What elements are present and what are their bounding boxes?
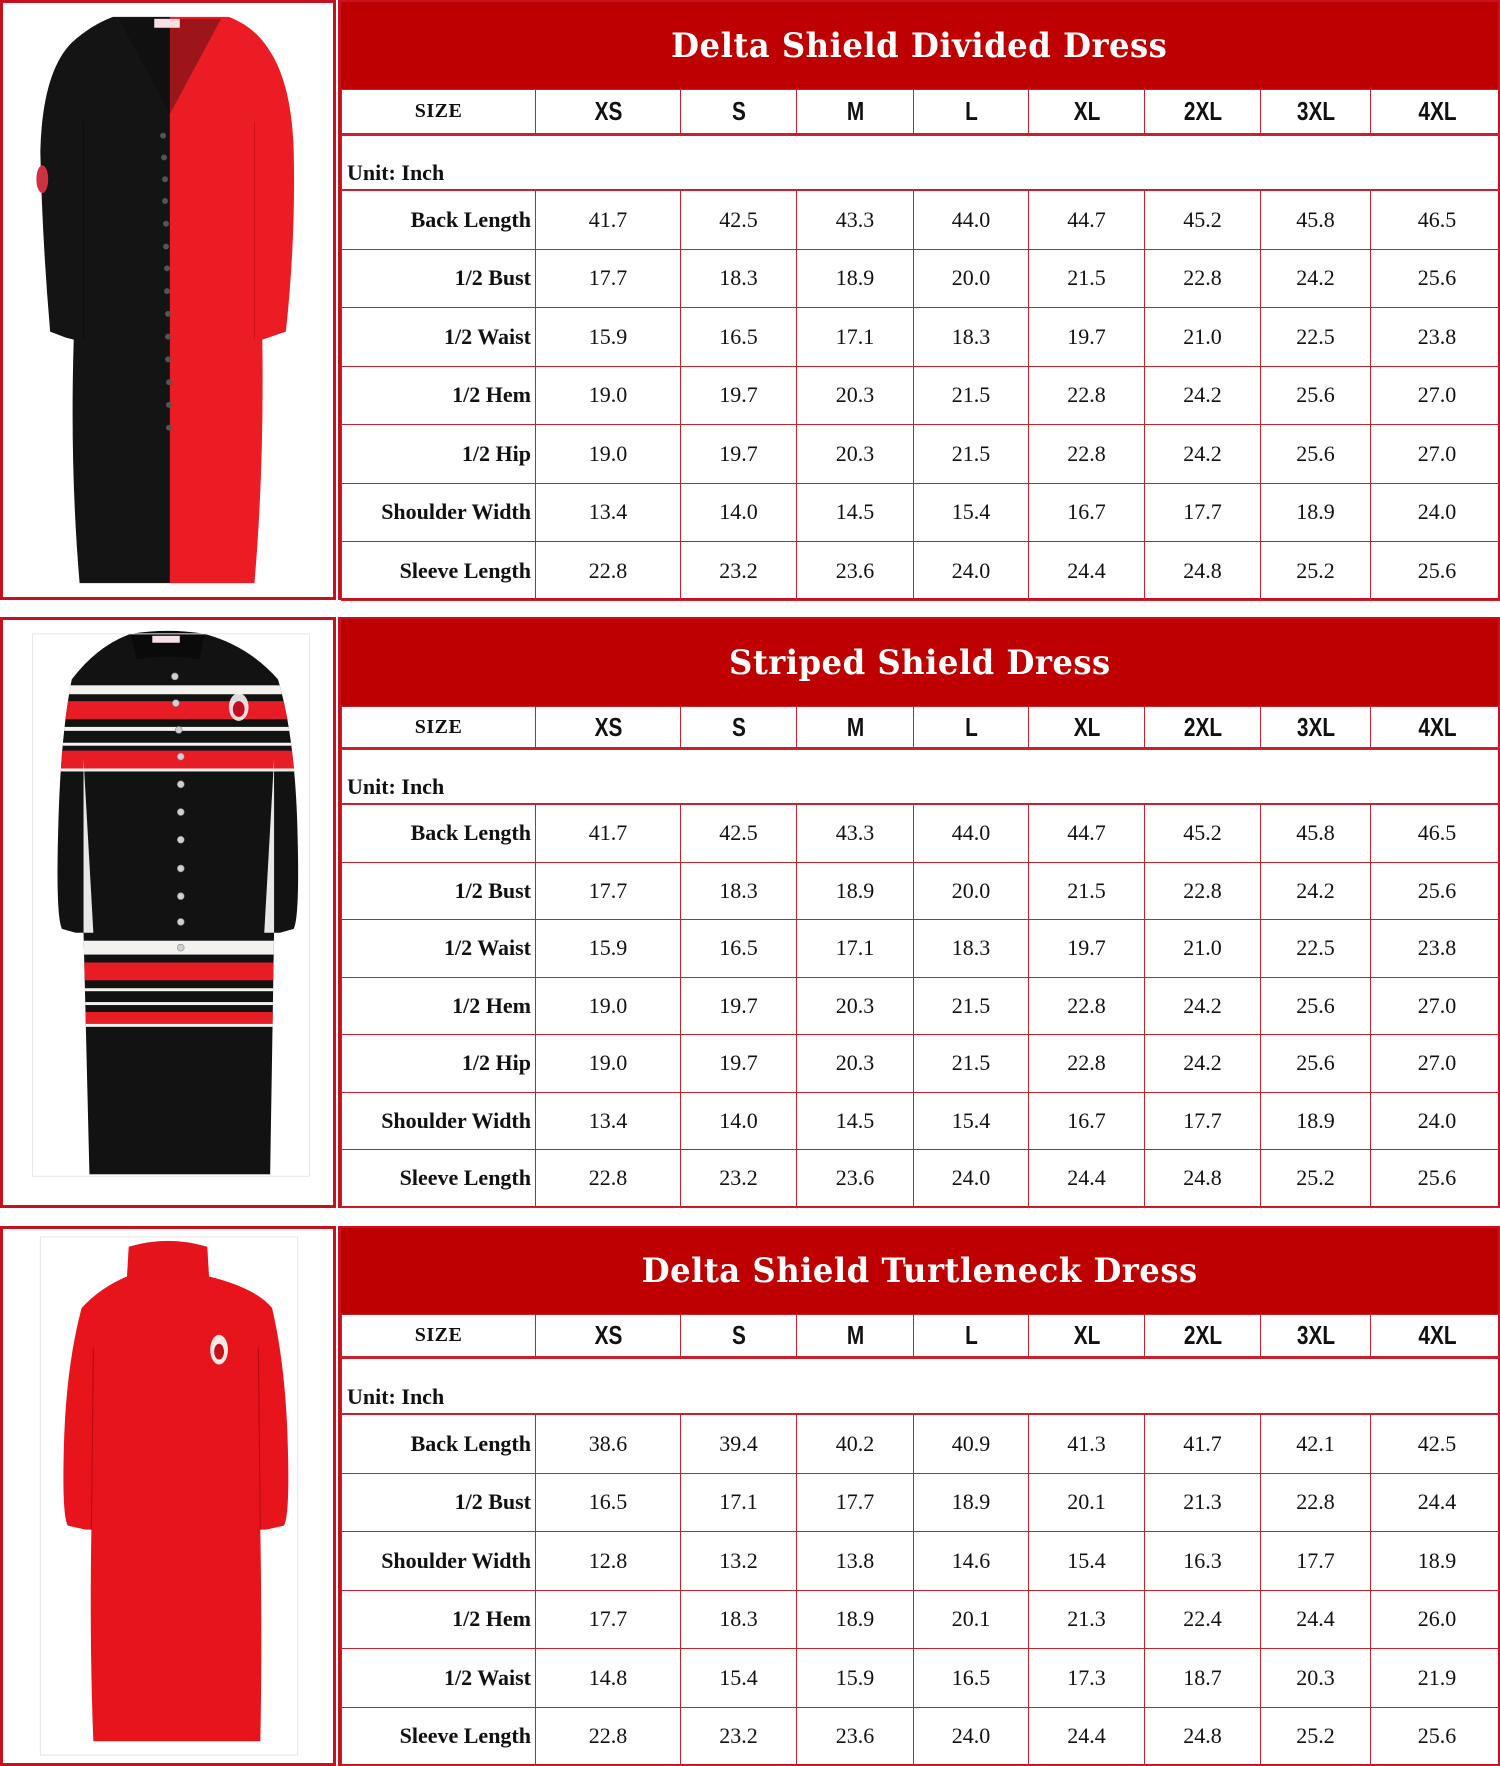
measurement-value: 25.2 (1261, 1150, 1371, 1208)
product-title: Delta Shield Turtleneck Dress (641, 1251, 1198, 1291)
measurement-value: 15.9 (536, 920, 681, 978)
measurement-value: 41.7 (536, 191, 681, 250)
measurement-row (342, 1415, 1500, 1474)
measurement-value: 21.3 (1145, 1473, 1261, 1532)
measurement-label: 1/2 Bust (342, 862, 536, 920)
measurement-value: 18.9 (797, 1590, 914, 1649)
measurement-value: 39.4 (681, 1415, 797, 1474)
measurement-label: 1/2 Hem (342, 366, 536, 425)
measurement-value: 17.3 (1029, 1649, 1145, 1708)
measurement-value: 27.0 (1371, 366, 1500, 425)
size-3xl: 3XL (1272, 90, 1360, 135)
unit-row (342, 749, 1500, 804)
measurement-value: 25.6 (1371, 862, 1500, 920)
size-m: M (808, 1315, 902, 1358)
measurement-value: 18.3 (681, 1590, 797, 1649)
measurement-value: 21.5 (1029, 862, 1145, 920)
measurement-value: 24.4 (1029, 1150, 1145, 1208)
measurement-value: 23.6 (797, 1150, 914, 1208)
measurement-value: 17.7 (536, 249, 681, 308)
measurement-value: 13.2 (681, 1532, 797, 1591)
measurement-label: 1/2 Hip (342, 425, 536, 484)
measurement-label: Back Length (342, 1415, 536, 1474)
measurement-row (342, 308, 1500, 367)
measurement-value: 18.3 (681, 862, 797, 920)
measurement-value: 24.2 (1145, 977, 1261, 1035)
measurement-value: 21.0 (1145, 308, 1261, 367)
size-table (341, 1314, 1500, 1414)
measurement-value: 14.5 (797, 1092, 914, 1150)
measurement-value: 24.0 (1371, 1092, 1500, 1150)
measurement-row (342, 366, 1500, 425)
measurement-value: 19.7 (1029, 920, 1145, 978)
measurement-value: 24.0 (914, 1150, 1029, 1208)
measurement-table (341, 190, 1500, 601)
measurement-value: 18.9 (797, 862, 914, 920)
measurement-value: 22.8 (1029, 1035, 1145, 1093)
measurement-value: 16.5 (914, 1649, 1029, 1708)
measurement-value: 27.0 (1371, 1035, 1500, 1093)
measurement-value: 21.5 (914, 366, 1029, 425)
measurement-value: 13.4 (536, 1092, 681, 1150)
measurement-value: 23.8 (1371, 920, 1500, 978)
measurement-value: 17.1 (797, 920, 914, 978)
measurement-value: 25.6 (1261, 1035, 1371, 1093)
size-header-row (342, 1315, 1500, 1358)
size-l: L (925, 1315, 1017, 1358)
measurement-value: 25.6 (1261, 977, 1371, 1035)
measurement-value: 14.0 (681, 1092, 797, 1150)
measurement-value: 24.2 (1261, 249, 1371, 308)
measurement-value: 17.7 (1261, 1532, 1371, 1591)
measurement-value: 13.8 (797, 1532, 914, 1591)
measurement-value: 40.2 (797, 1415, 914, 1474)
measurement-value: 24.8 (1145, 1150, 1261, 1208)
unit-row (342, 135, 1500, 190)
measurement-value: 21.5 (914, 425, 1029, 484)
measurement-value: 15.9 (536, 308, 681, 367)
measurement-value: 13.4 (536, 483, 681, 542)
measurement-value: 16.3 (1145, 1532, 1261, 1591)
measurement-value: 25.6 (1371, 542, 1500, 601)
measurement-row (342, 805, 1500, 863)
measurement-value: 18.9 (1371, 1532, 1500, 1591)
size-label: SIZE (342, 1315, 536, 1358)
measurement-value: 22.8 (1145, 249, 1261, 308)
size-2xl: 2XL (1156, 1315, 1249, 1358)
product-title-bar (341, 2, 1498, 89)
size-table (341, 706, 1500, 804)
measurement-value: 44.0 (914, 805, 1029, 863)
dress-illustration-icon (3, 620, 333, 1205)
measurement-value: 20.1 (914, 1590, 1029, 1649)
measurement-value: 20.0 (914, 862, 1029, 920)
measurement-value: 24.2 (1261, 862, 1371, 920)
measurement-value: 27.0 (1371, 977, 1500, 1035)
measurement-value: 16.7 (1029, 1092, 1145, 1150)
measurement-value: 21.0 (1145, 920, 1261, 978)
measurement-label: 1/2 Waist (342, 308, 536, 367)
measurement-value: 19.0 (536, 366, 681, 425)
size-header-row (342, 90, 1500, 135)
measurement-value: 22.5 (1261, 308, 1371, 367)
measurement-value: 25.2 (1261, 1707, 1371, 1766)
measurement-value: 44.0 (914, 191, 1029, 250)
measurement-value: 14.5 (797, 483, 914, 542)
measurement-label: 1/2 Bust (342, 249, 536, 308)
size-s: S (692, 1315, 785, 1358)
measurement-value: 23.2 (681, 1150, 797, 1208)
measurement-value: 25.6 (1261, 425, 1371, 484)
measurement-label: 1/2 Hip (342, 1035, 536, 1093)
measurement-value: 15.9 (797, 1649, 914, 1708)
divided-dress-image (0, 0, 336, 600)
measurement-value: 14.0 (681, 483, 797, 542)
size-l: L (925, 90, 1017, 135)
unit-label: Unit: Inch (342, 1358, 1500, 1414)
size-3xl: 3XL (1272, 1315, 1360, 1358)
size-table (341, 89, 1500, 190)
measurement-row (342, 1649, 1500, 1708)
measurement-value: 17.7 (797, 1473, 914, 1532)
measurement-value: 43.3 (797, 191, 914, 250)
measurement-value: 42.5 (1371, 1415, 1500, 1474)
size-4xl: 4XL (1384, 1315, 1490, 1358)
unit-row (342, 1358, 1500, 1414)
measurement-row (342, 191, 1500, 250)
product-title-bar (341, 1228, 1498, 1314)
measurement-value: 41.7 (1145, 1415, 1261, 1474)
turtleneck-dress-image (0, 1226, 336, 1766)
size-2xl: 2XL (1156, 707, 1249, 749)
product-section-turtleneck-dress (0, 1226, 1500, 1766)
measurement-value: 22.8 (1029, 977, 1145, 1035)
measurement-value: 17.1 (797, 308, 914, 367)
measurement-label: Back Length (342, 191, 536, 250)
measurement-row (342, 1473, 1500, 1532)
measurement-value: 15.4 (1029, 1532, 1145, 1591)
measurement-value: 41.3 (1029, 1415, 1145, 1474)
size-chart-divided-dress (338, 0, 1500, 600)
measurement-value: 18.7 (1145, 1649, 1261, 1708)
measurement-value: 24.0 (914, 542, 1029, 601)
measurement-row (342, 977, 1500, 1035)
measurement-row (342, 425, 1500, 484)
measurement-row (342, 920, 1500, 978)
measurement-value: 19.7 (1029, 308, 1145, 367)
size-xl: XL (1040, 707, 1133, 749)
size-m: M (808, 90, 902, 135)
striped-dress-image (0, 617, 336, 1208)
size-label: SIZE (342, 90, 536, 135)
measurement-value: 20.1 (1029, 1473, 1145, 1532)
size-4xl: 4XL (1384, 90, 1490, 135)
measurement-value: 15.4 (914, 1092, 1029, 1150)
measurement-value: 38.6 (536, 1415, 681, 1474)
measurement-value: 20.3 (797, 425, 914, 484)
size-chart-turtleneck-dress (338, 1226, 1500, 1766)
measurement-row (342, 862, 1500, 920)
measurement-row (342, 249, 1500, 308)
measurement-value: 43.3 (797, 805, 914, 863)
unit-label: Unit: Inch (342, 749, 1500, 804)
measurement-value: 24.4 (1029, 1707, 1145, 1766)
measurement-value: 21.9 (1371, 1649, 1500, 1708)
measurement-value: 16.5 (681, 308, 797, 367)
measurement-value: 27.0 (1371, 425, 1500, 484)
measurement-value: 18.9 (914, 1473, 1029, 1532)
measurement-value: 21.5 (1029, 249, 1145, 308)
size-3xl: 3XL (1272, 707, 1360, 749)
measurement-value: 44.7 (1029, 805, 1145, 863)
measurement-value: 22.8 (536, 1150, 681, 1208)
measurement-label: Sleeve Length (342, 1707, 536, 1766)
measurement-label: 1/2 Waist (342, 1649, 536, 1708)
size-m: M (808, 707, 902, 749)
measurement-value: 12.8 (536, 1532, 681, 1591)
measurement-row (342, 483, 1500, 542)
measurement-value: 22.8 (1029, 425, 1145, 484)
measurement-value: 42.5 (681, 805, 797, 863)
measurement-row (342, 542, 1500, 601)
measurement-label: 1/2 Hem (342, 1590, 536, 1649)
measurement-value: 15.4 (681, 1649, 797, 1708)
measurement-row (342, 1035, 1500, 1093)
product-title: Striped Shield Dress (728, 642, 1111, 683)
measurement-value: 42.5 (681, 191, 797, 250)
measurement-row (342, 1092, 1500, 1150)
measurement-value: 23.6 (797, 542, 914, 601)
dress-illustration-icon (3, 1229, 333, 1763)
measurement-value: 24.4 (1371, 1473, 1500, 1532)
measurement-value: 24.8 (1145, 1707, 1261, 1766)
measurement-value: 45.2 (1145, 191, 1261, 250)
measurement-value: 20.3 (797, 977, 914, 1035)
measurement-label: Sleeve Length (342, 542, 536, 601)
product-section-divided-dress (0, 0, 1500, 600)
size-xl: XL (1040, 1315, 1133, 1358)
size-2xl: 2XL (1156, 90, 1249, 135)
measurement-label: Sleeve Length (342, 1150, 536, 1208)
measurement-value: 24.2 (1145, 366, 1261, 425)
measurement-row (342, 1707, 1500, 1766)
product-title: Delta Shield Divided Dress (671, 25, 1168, 66)
size-xs: XS (550, 90, 666, 135)
measurement-value: 19.7 (681, 977, 797, 1035)
product-section-striped-dress (0, 617, 1500, 1208)
measurement-value: 25.6 (1371, 1150, 1500, 1208)
measurement-value: 23.8 (1371, 308, 1500, 367)
measurement-table (341, 804, 1500, 1208)
measurement-value: 19.0 (536, 977, 681, 1035)
measurement-value: 20.3 (797, 1035, 914, 1093)
measurement-table (341, 1414, 1500, 1766)
measurement-value: 17.1 (681, 1473, 797, 1532)
measurement-value: 21.5 (914, 1035, 1029, 1093)
measurement-value: 41.7 (536, 805, 681, 863)
measurement-value: 40.9 (914, 1415, 1029, 1474)
measurement-value: 19.7 (681, 425, 797, 484)
size-chart-striped-dress (338, 617, 1500, 1208)
measurement-value: 22.8 (1145, 862, 1261, 920)
measurement-value: 18.9 (797, 249, 914, 308)
measurement-value: 24.0 (1371, 483, 1500, 542)
measurement-label: Back Length (342, 805, 536, 863)
measurement-value: 20.3 (1261, 1649, 1371, 1708)
size-4xl: 4XL (1384, 707, 1490, 749)
measurement-row (342, 1590, 1500, 1649)
size-xs: XS (550, 707, 666, 749)
measurement-row (342, 1150, 1500, 1208)
measurement-value: 22.8 (1029, 366, 1145, 425)
measurement-value: 22.8 (536, 1707, 681, 1766)
measurement-label: Shoulder Width (342, 483, 536, 542)
measurement-value: 24.8 (1145, 542, 1261, 601)
measurement-value: 18.3 (914, 308, 1029, 367)
measurement-value: 18.9 (1261, 483, 1371, 542)
measurement-value: 21.5 (914, 977, 1029, 1035)
measurement-value: 20.0 (914, 249, 1029, 308)
measurement-label: 1/2 Bust (342, 1473, 536, 1532)
measurement-value: 46.5 (1371, 805, 1500, 863)
measurement-value: 21.3 (1029, 1590, 1145, 1649)
measurement-value: 14.8 (536, 1649, 681, 1708)
measurement-value: 24.4 (1261, 1590, 1371, 1649)
measurement-value: 24.2 (1145, 425, 1261, 484)
measurement-value: 15.4 (914, 483, 1029, 542)
measurement-value: 42.1 (1261, 1415, 1371, 1474)
measurement-value: 25.6 (1261, 366, 1371, 425)
measurement-value: 22.4 (1145, 1590, 1261, 1649)
measurement-value: 20.3 (797, 366, 914, 425)
size-label: SIZE (342, 707, 536, 749)
measurement-value: 24.4 (1029, 542, 1145, 601)
measurement-row (342, 1532, 1500, 1591)
measurement-value: 19.0 (536, 425, 681, 484)
measurement-label: Shoulder Width (342, 1532, 536, 1591)
measurement-value: 19.7 (681, 366, 797, 425)
measurement-value: 17.7 (536, 862, 681, 920)
measurement-value: 23.2 (681, 542, 797, 601)
measurement-value: 16.5 (536, 1473, 681, 1532)
measurement-value: 24.0 (914, 1707, 1029, 1766)
measurement-value: 16.5 (681, 920, 797, 978)
measurement-value: 45.2 (1145, 805, 1261, 863)
measurement-value: 18.3 (681, 249, 797, 308)
measurement-value: 17.7 (1145, 1092, 1261, 1150)
measurement-value: 17.7 (1145, 483, 1261, 542)
measurement-label: 1/2 Hem (342, 977, 536, 1035)
measurement-value: 22.5 (1261, 920, 1371, 978)
size-s: S (692, 90, 785, 135)
measurement-value: 45.8 (1261, 191, 1371, 250)
measurement-value: 19.7 (681, 1035, 797, 1093)
measurement-value: 14.6 (914, 1532, 1029, 1591)
measurement-value: 46.5 (1371, 191, 1500, 250)
measurement-label: 1/2 Waist (342, 920, 536, 978)
measurement-value: 26.0 (1371, 1590, 1500, 1649)
size-l: L (925, 707, 1017, 749)
size-header-row (342, 707, 1500, 749)
measurement-value: 16.7 (1029, 483, 1145, 542)
measurement-value: 18.3 (914, 920, 1029, 978)
measurement-value: 24.2 (1145, 1035, 1261, 1093)
measurement-value: 18.9 (1261, 1092, 1371, 1150)
dress-illustration-icon (3, 3, 333, 597)
measurement-value: 22.8 (1261, 1473, 1371, 1532)
measurement-label: Shoulder Width (342, 1092, 536, 1150)
measurement-value: 17.7 (536, 1590, 681, 1649)
unit-label: Unit: Inch (342, 135, 1500, 190)
size-xs: XS (550, 1315, 666, 1358)
measurement-value: 23.2 (681, 1707, 797, 1766)
measurement-value: 25.2 (1261, 542, 1371, 601)
measurement-value: 22.8 (536, 542, 681, 601)
size-xl: XL (1040, 90, 1133, 135)
product-title-bar (341, 619, 1498, 706)
size-s: S (692, 707, 785, 749)
measurement-value: 23.6 (797, 1707, 914, 1766)
measurement-value: 25.6 (1371, 1707, 1500, 1766)
measurement-value: 44.7 (1029, 191, 1145, 250)
measurement-value: 25.6 (1371, 249, 1500, 308)
measurement-value: 45.8 (1261, 805, 1371, 863)
measurement-value: 19.0 (536, 1035, 681, 1093)
